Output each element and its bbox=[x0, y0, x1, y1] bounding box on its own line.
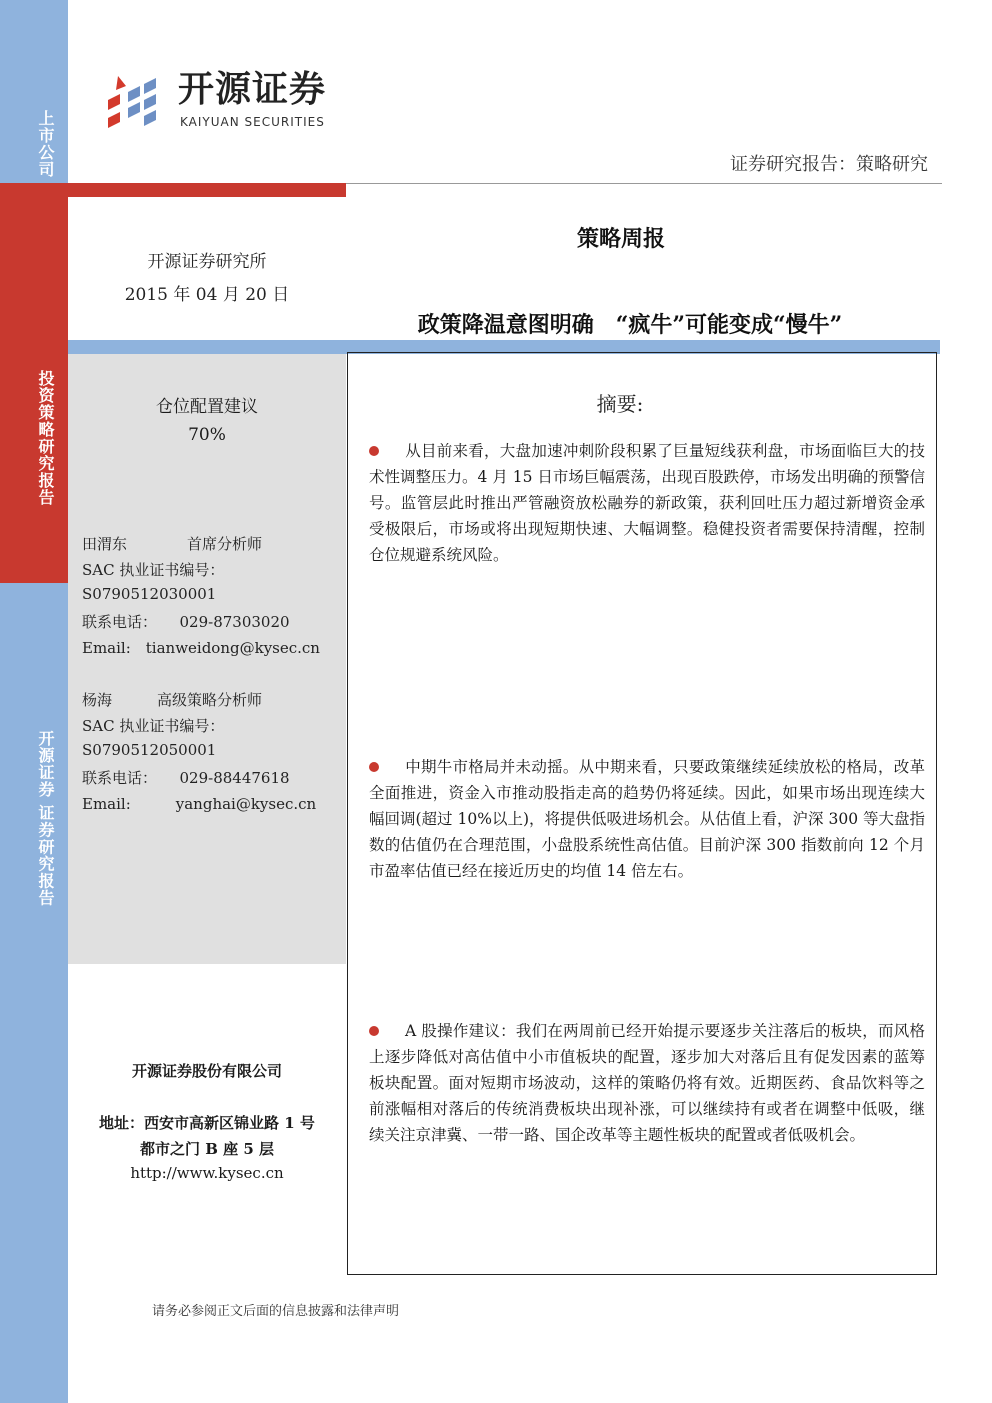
analyst-1-sac-no: S0790512030001 bbox=[82, 585, 217, 603]
report-date: 2015 年 04 月 20 日 bbox=[124, 285, 290, 305]
analyst-2-name: 杨海 高级策略分析师 bbox=[82, 691, 263, 709]
analyst-2-email[interactable]: Email: yanghai@kysec.cn bbox=[82, 795, 317, 813]
analyst-1-name: 田渭东 首席分析师 bbox=[82, 535, 263, 553]
page-subtitle: 政策降温意图明确 “疯牛”可能变成“慢牛” bbox=[417, 312, 843, 338]
strip-bottom bbox=[0, 583, 68, 1403]
kaiyuan-logo-icon bbox=[104, 70, 168, 130]
report-type: 证券研究报告：策略研究 bbox=[730, 154, 928, 175]
abstract-paragraph-3: A 股操作建议：我们在两周前已经开始提示要逐步关注落后的板块，而风格上逐步降低对高估值中小市值板块的配置，逐步加大对落后且有促发因素的蓝筹板块配置。面对短期市场波动，这样的策略仍将有效。近期医药、食品饮料等之前涨幅相对落后的传统消费板块出现补涨，可以继续持有或者在调整中低吸，继续关注京津冀、一带一路、国企改革等主题性板块的配置或者低吸机会。 bbox=[369, 1022, 925, 1144]
strip-label-strategy: 投资策略研究报告 bbox=[36, 370, 55, 506]
abstract-title: 摘要: bbox=[596, 392, 644, 416]
company-address-line1: 地址：西安市高新区锦业路 1 号 bbox=[99, 1114, 315, 1132]
company-website[interactable]: http://www.kysec.cn bbox=[130, 1164, 284, 1182]
strip-label-listed: 上市公司 bbox=[36, 110, 55, 178]
abstract-paragraph-1: 从目前来看，大盘加速冲刺阶段积累了巨量短线获利盘，市场面临巨大的技术性调整压力。4 月 15 日市场巨幅震荡，出现百股跌停，市场发出明确的预警信号。监管层此时推出严管融资放松融券的新政策，获利回吐压力超过新增资金承受极限后，市场或将出现短期快速、大幅调整。稳健投资者需要保持清醒，控制仓位规避系统风险。 bbox=[369, 442, 925, 564]
institute-name: 开源证券研究所 bbox=[147, 252, 267, 272]
company-name: 开源证券股份有限公司 bbox=[131, 1062, 282, 1080]
red-band bbox=[68, 183, 346, 197]
analyst-2-phone: 联系电话： 029-88447618 bbox=[82, 769, 290, 787]
analyst-2-sac-label: SAC 执业证书编号： bbox=[82, 717, 225, 735]
abstract-paragraph-2: 中期牛市格局并未动摇。从中期来看，只要政策继续延续放松的格局，改革全面推进，资金入市推动股指走高的趋势仍将延续。因此，如果市场出现连续大幅回调(超过 10%以上)，将提供低吸进场机会。从估值上看，沪深 300 等大盘指数的估值仍在合理范围，小盘股系统性高估值。目前沪深 300 指数前向 12 个月市盈率估值已经在接近历史的均值 14 倍左右。 bbox=[369, 758, 925, 880]
footer-disclaimer: 请务必参阅正文后面的信息披露和法律声明 bbox=[152, 1304, 400, 1319]
analyst-1-phone: 联系电话： 029-87303020 bbox=[82, 613, 290, 631]
page-title: 策略周报 bbox=[576, 226, 665, 252]
logo-name-en: KAIYUAN SECURITIES bbox=[180, 115, 325, 129]
logo-name-cn: 开源证券 bbox=[178, 69, 327, 110]
analyst-2-sac-no: S0790512050001 bbox=[82, 741, 217, 759]
analyst-1-email[interactable]: Email: tianweidong@kysec.cn bbox=[82, 639, 320, 657]
analyst-1-sac-label: SAC 执业证书编号： bbox=[82, 561, 225, 579]
company-address-line2: 都市之门 B 座 5 层 bbox=[139, 1140, 274, 1158]
position-value: 70% bbox=[188, 425, 226, 445]
position-label: 仓位配置建议 bbox=[156, 397, 258, 417]
strip-label-brand: 开源证券 证券研究报告 bbox=[36, 730, 55, 907]
sidebar-panel bbox=[68, 354, 346, 964]
